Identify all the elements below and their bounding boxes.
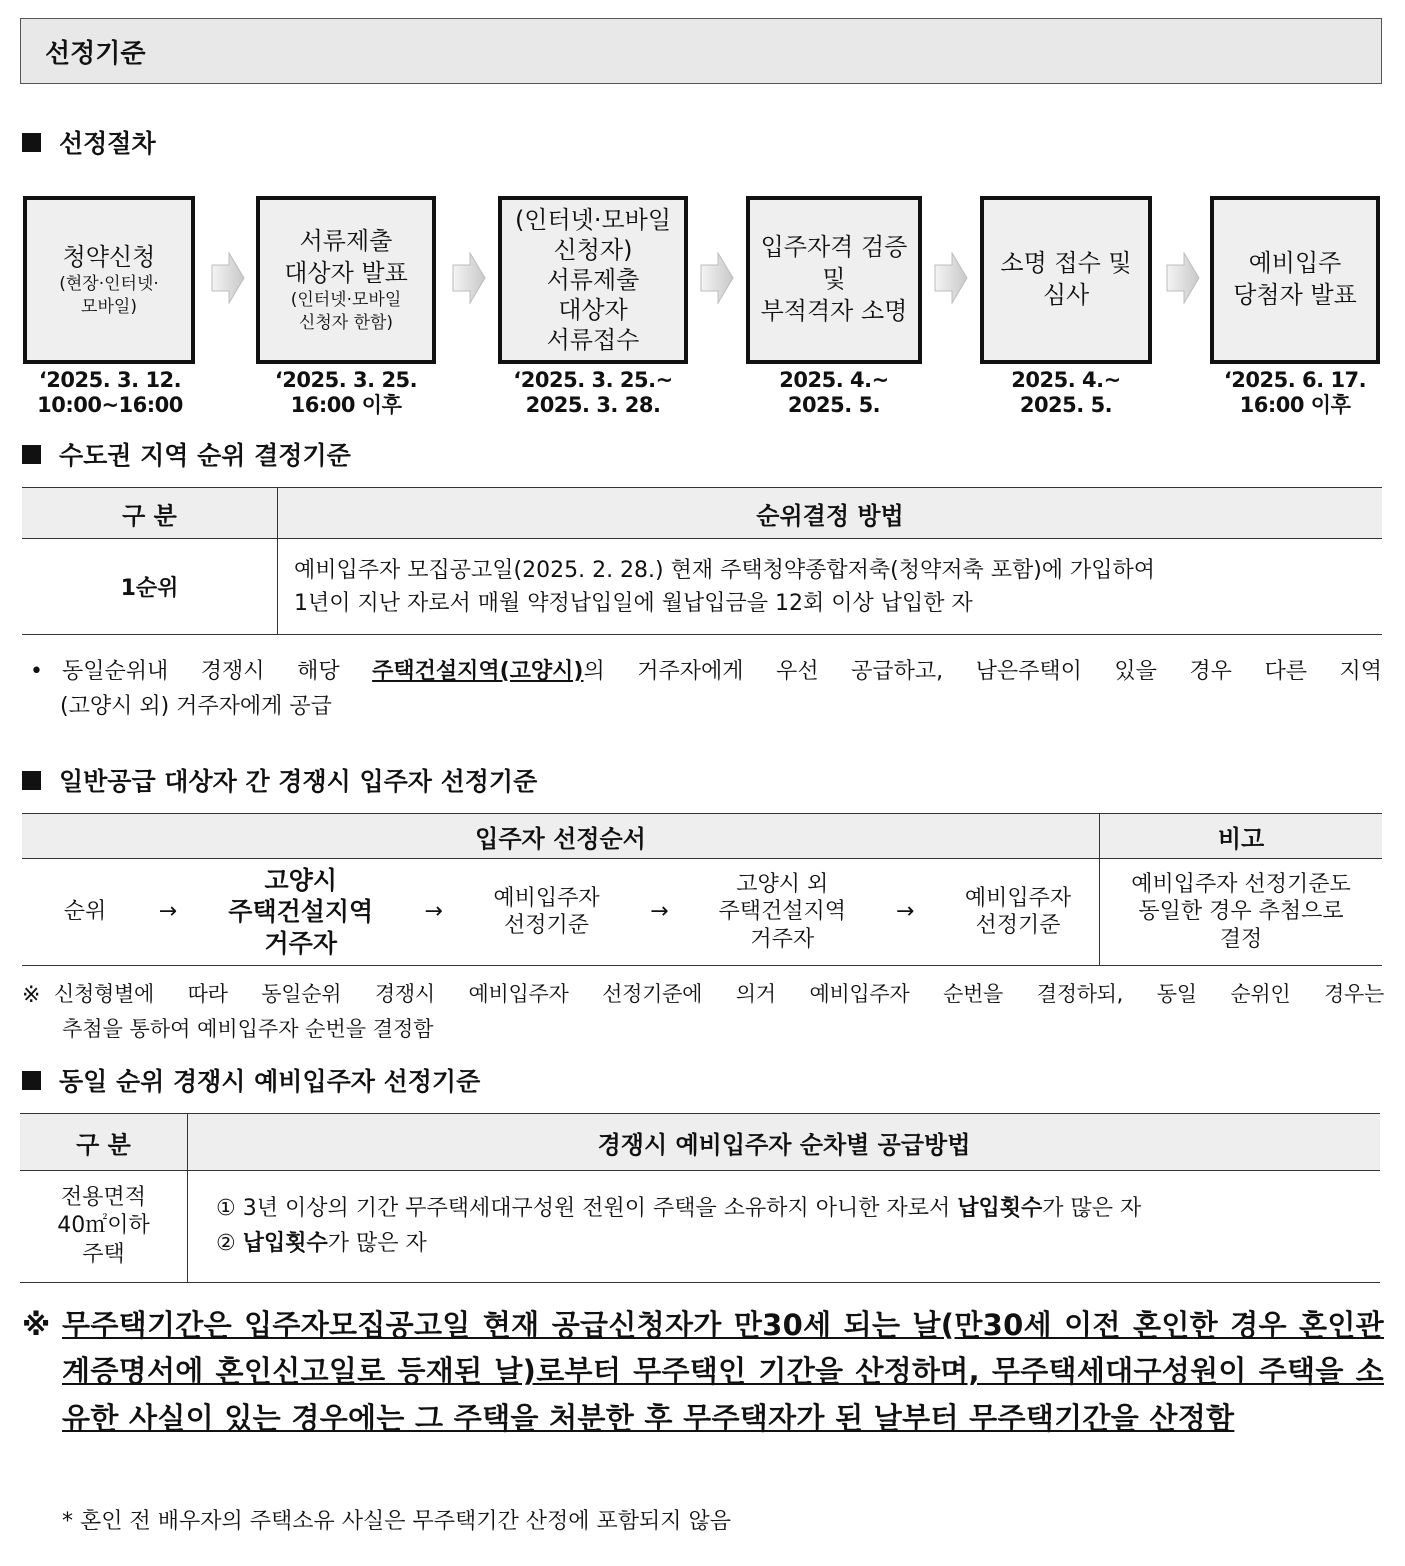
region-rank-table xyxy=(22,487,1382,635)
step-date-line: ‘2025. 3. 12. xyxy=(38,368,182,392)
method-text: 가 많은 자 xyxy=(1042,1196,1142,1222)
method-text: 가 많은 자 xyxy=(327,1230,427,1256)
reference-mark-icon: ※ xyxy=(22,983,41,1008)
step-label: 소명 접수 및 xyxy=(1000,249,1132,278)
category-line: 주택 xyxy=(82,1241,125,1267)
step-sublabel: (인터넷·모바일 xyxy=(290,290,402,311)
order-step-line: 선정기준 xyxy=(975,913,1061,938)
step-box-2 xyxy=(256,196,436,364)
table-header: 구 분 xyxy=(20,1114,188,1171)
order-step-line: 선정기준 xyxy=(503,913,589,938)
region-note-text: 의 거주자에게 우선 공급하고, 남은주택이 있을 경우 다른 지역 xyxy=(583,659,1382,684)
rank-method-line: 1년이 지난 자로서 매월 약정납입일에 월납입금을 12회 이상 납입한 자 xyxy=(294,590,973,616)
step-label: 입주자격 검증 xyxy=(760,233,908,262)
order-step xyxy=(943,885,1093,940)
region-note-text: (고양시 외) 거주자에게 공급 xyxy=(60,694,332,720)
bullet-icon: • xyxy=(30,659,43,684)
step-date-6 xyxy=(1200,368,1390,418)
step-date-line: 2025. 5. xyxy=(1019,393,1113,418)
chevron-right-icon xyxy=(700,252,734,304)
order-sequence-cell xyxy=(22,859,1100,966)
arrow-right-icon: → xyxy=(424,899,443,925)
rank-cell: 1순위 xyxy=(22,539,278,635)
step-sublabel: 신청자 한함) xyxy=(298,312,394,333)
method-text: ① 3년 이상의 기간 무주택세대구성원 전원이 주택을 소유하지 아니한 자로서 xyxy=(216,1196,958,1222)
method-cell xyxy=(188,1171,1381,1283)
order-step-line: 거주자 xyxy=(264,928,337,958)
step-label: 서류제출 xyxy=(299,226,393,255)
step-label: 부적격자 소명 xyxy=(760,296,908,325)
order-step-line: 예비입주자 xyxy=(964,885,1072,911)
step-box-1 xyxy=(23,196,195,364)
step-date-line: 2025. 4.~ xyxy=(779,368,889,392)
table-header: 입주자 선정순서 xyxy=(22,814,1100,859)
method-text: ② xyxy=(216,1230,243,1256)
square-bullet-icon xyxy=(22,1071,41,1090)
section-heading-region xyxy=(22,436,351,472)
step-label: (인터넷·모바일 xyxy=(514,206,672,234)
arrow-right-icon: → xyxy=(895,899,915,925)
order-step-line: 예비입주자 xyxy=(493,885,600,911)
region-note-emphasis: 주택건설지역(고양시) xyxy=(372,659,584,684)
step-box-5 xyxy=(980,196,1152,364)
tiebreak-table xyxy=(20,1113,1380,1283)
region-note xyxy=(30,654,1382,724)
order-step xyxy=(206,865,396,959)
step-label: 서류접수 xyxy=(546,326,640,354)
category-line: 전용면적 xyxy=(60,1184,146,1210)
step-label: 서류제출 xyxy=(546,266,640,294)
step-date-1 xyxy=(20,368,200,418)
section-heading-text: 선정절차 xyxy=(59,129,156,158)
page-title-text: 선정기준 xyxy=(45,38,146,69)
step-label: 예비입주 xyxy=(1248,249,1342,278)
general-note-text: 신청형별에 따라 동일순위 경쟁시 예비입주자 선정기준에 의거 예비입주자 순번을 결정하되, 동일 순위인 경우는 xyxy=(54,982,1384,1006)
general-note xyxy=(22,978,1384,1047)
arrow-right-icon: → xyxy=(158,899,178,925)
step-date-5 xyxy=(980,368,1152,418)
homeless-period-text: 무주택기간은 입주자모집공고일 현재 공급신청자가 만30세 되는 날(만30세 이전 혼인한 경우 혼인관계증명서에 혼인신고일로 등재된 날)로부터 무주택인 기간을 산정하며, 무주택세대구성원이 주택을 소유한 사실이 있는 경우에는 그 주택을 처분한 후 무주택자가 된 날부터 무주택기간을 산정함 xyxy=(62,1308,1384,1435)
order-step xyxy=(697,871,867,954)
homeless-period-note xyxy=(22,1302,1384,1441)
remark-cell xyxy=(1100,859,1383,966)
page-title xyxy=(20,18,1382,84)
step-box-4 xyxy=(746,196,922,364)
method-emphasis: 납입횟수 xyxy=(242,1230,328,1256)
step-date-line: 2025. 3. 28. xyxy=(525,393,661,418)
method-item-2 xyxy=(216,1227,1379,1261)
remark-line: 결정 xyxy=(1219,926,1263,952)
order-step: 순위 xyxy=(63,899,107,925)
step-date-line: 2025. 4.~ xyxy=(1011,368,1121,392)
step-sublabel: (현장·인터넷· xyxy=(59,274,159,295)
step-label: 당첨자 발표 xyxy=(1233,281,1357,309)
step-date-line: ‘2025. 3. 25.~ xyxy=(513,368,673,392)
step-date-3 xyxy=(493,368,693,418)
method-item-1 xyxy=(216,1192,1379,1226)
remark-line: 동일한 경우 추첨으로 xyxy=(1138,899,1344,925)
region-note-text: 동일순위내 경쟁시 해당 xyxy=(62,659,373,684)
section-heading-tiebreak xyxy=(22,1062,480,1098)
step-label: 대상자 xyxy=(558,296,628,324)
step-box-3 xyxy=(498,196,688,364)
general-order-table xyxy=(22,813,1382,966)
table-header: 경쟁시 예비입주자 순차별 공급방법 xyxy=(188,1114,1381,1171)
remark-line: 예비입주자 선정기준도 xyxy=(1131,871,1351,897)
step-date-line: 16:00 이후 xyxy=(1239,393,1351,418)
chevron-right-icon xyxy=(934,252,968,304)
chevron-right-icon xyxy=(211,252,245,304)
step-label: 대상자 발표 xyxy=(284,258,408,287)
step-date-line: ‘2025. 6. 17. xyxy=(1223,368,1367,392)
step-label: 청약신청 xyxy=(62,242,156,271)
step-date-2 xyxy=(256,368,436,418)
step-label: 심사 xyxy=(1042,281,1090,309)
step-sublabel: 모바일) xyxy=(81,296,137,317)
order-step-line: 주택건설지역 xyxy=(228,897,374,927)
step-date-line: 10:00~16:00 xyxy=(37,393,183,418)
section-heading-text: 수도권 지역 순위 결정기준 xyxy=(59,441,351,470)
rank-method-line: 예비입주자 모집공고일(2025. 2. 28.) 현재 주택청약종합저축(청약저축 포함)에 가입하여 xyxy=(294,557,1156,583)
chevron-right-icon xyxy=(1166,252,1200,304)
step-date-line: 16:00 이후 xyxy=(290,393,402,418)
step-box-6 xyxy=(1210,196,1380,364)
square-bullet-icon xyxy=(22,445,41,464)
order-step-line: 거주자 xyxy=(750,926,815,952)
order-step xyxy=(472,885,622,940)
chevron-right-icon xyxy=(452,252,486,304)
square-bullet-icon xyxy=(22,133,41,152)
category-cell xyxy=(20,1171,188,1283)
rank-method-cell xyxy=(278,539,1383,635)
step-label: 신청자) xyxy=(553,236,633,264)
order-step-line: 고양시 xyxy=(264,866,337,896)
step-date-line: 2025. 5. xyxy=(787,393,881,418)
arrow-right-icon: → xyxy=(650,899,669,925)
reference-mark-icon: ※ xyxy=(22,1308,51,1342)
square-bullet-icon xyxy=(22,771,41,790)
category-line: 40㎡이하 xyxy=(57,1213,150,1239)
section-heading-text: 동일 순위 경쟁시 예비입주자 선정기준 xyxy=(59,1067,481,1096)
table-header: 구 분 xyxy=(22,488,278,539)
section-heading-text: 일반공급 대상자 간 경쟁시 입주자 선정기준 xyxy=(59,767,538,796)
order-step-line: 고양시 외 xyxy=(736,871,829,897)
section-heading-general xyxy=(22,762,537,798)
step-label: 및 xyxy=(822,265,846,294)
method-emphasis: 납입횟수 xyxy=(957,1196,1043,1222)
general-note-text: 추첨을 통하여 예비입주자 순번을 결정함 xyxy=(62,1017,434,1042)
table-header: 비고 xyxy=(1100,814,1383,859)
table-header: 순위결정 방법 xyxy=(278,488,1383,539)
step-date-line: ‘2025. 3. 25. xyxy=(274,368,418,392)
section-heading-procedure xyxy=(22,124,156,160)
step-date-4 xyxy=(746,368,922,418)
order-step-line: 주택건설지역 xyxy=(718,899,846,925)
footnote-sub: * 혼인 전 배우자의 주택소유 사실은 무주택기간 산정에 포함되지 않음 xyxy=(62,1509,731,1534)
